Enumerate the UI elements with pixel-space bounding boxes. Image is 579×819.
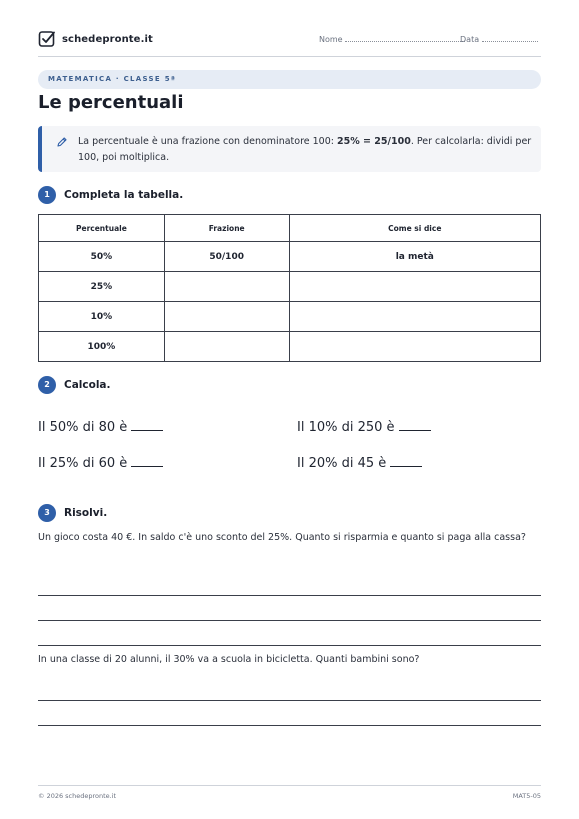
column-header-percent: Percentuale [39,215,165,242]
brand-logo [38,30,153,48]
answer-blank[interactable] [131,455,163,467]
exercise-3-title: Risolvi. [64,507,108,519]
callout-formula: 25% = 25/100 [336,136,411,147]
table-cell: 50% [39,242,165,272]
answer-blank[interactable] [390,455,422,467]
exercise-2-title: Calcola. [64,379,111,391]
answer-blank[interactable] [131,419,163,431]
page-footer [38,785,541,800]
table-answer-cell[interactable] [164,332,289,362]
table-row [39,272,541,302]
column-header-meaning: Come si dice [289,215,540,242]
table-answer-cell[interactable] [289,332,540,362]
table-cell: 10% [39,302,165,332]
calc-item [297,419,431,435]
table-answer-cell[interactable] [289,302,540,332]
pencil-icon [56,136,68,148]
checkbox-logo-icon [38,30,56,48]
calc-item [38,419,163,435]
callout-text [78,134,538,165]
calc-text: Il 20% di 45 è [297,456,387,471]
table-cell: 25% [39,272,165,302]
table-cell: 100% [39,332,165,362]
subject-banner [38,70,541,89]
table-cell: la metà [289,242,540,272]
table-header-row [39,215,541,242]
calc-text: Il 10% di 250 è [297,420,395,435]
answer-line[interactable] [38,645,541,646]
column-header-fraction: Frazione [164,215,289,242]
percent-table [38,214,541,362]
answer-line[interactable] [38,700,541,701]
table-row [39,332,541,362]
problem-text: In una classe di 20 alunni, il 30% va a scuola in bicicletta. Quanti bambini sono? [38,654,420,665]
name-blank[interactable] [345,34,465,42]
date-label: Data [460,35,480,44]
subject-label: MATEMATICA · CLASSE 5ª [48,75,177,83]
page-header [38,30,541,57]
exercise-1-badge: 1 [38,186,56,204]
callout-text-after: . Per calcolarla: dividi per 100, poi moltiplica. [78,136,532,163]
answer-line[interactable] [38,620,541,621]
answer-line[interactable] [38,595,541,596]
footer-copyright: © 2026 schedepronte.it [38,792,117,800]
problem-text: Un gioco costa 40 €. In saldo c'è uno sconto del 25%. Quanto si risparmia e quanto si paga alla cassa? [38,532,526,543]
table-row [39,302,541,332]
calc-item [38,455,163,471]
name-label: Nome [319,35,343,44]
calc-text: Il 50% di 80 è [38,420,128,435]
table-answer-cell[interactable] [164,272,289,302]
calc-text: Il 25% di 60 è [38,456,128,471]
calc-item [297,455,422,471]
date-field [460,34,538,44]
date-blank[interactable] [482,34,538,42]
exercise-1-title: Completa la tabella. [64,189,184,201]
callout-text-before: La percentuale è una frazione con denominatore 100: [78,136,337,147]
exercise-3-badge: 3 [38,504,56,522]
footer-code: MAT5-05 [512,792,541,800]
answer-line[interactable] [38,725,541,726]
table-row [39,242,541,272]
table-answer-cell[interactable] [289,272,540,302]
info-callout [38,126,541,172]
answer-blank[interactable] [399,419,431,431]
table-cell: 50/100 [164,242,289,272]
table-answer-cell[interactable] [164,302,289,332]
page-title: Le percentuali [38,92,184,113]
brand-name: schedepronte.it [62,33,153,45]
exercise-2-badge: 2 [38,376,56,394]
name-field [319,34,465,44]
